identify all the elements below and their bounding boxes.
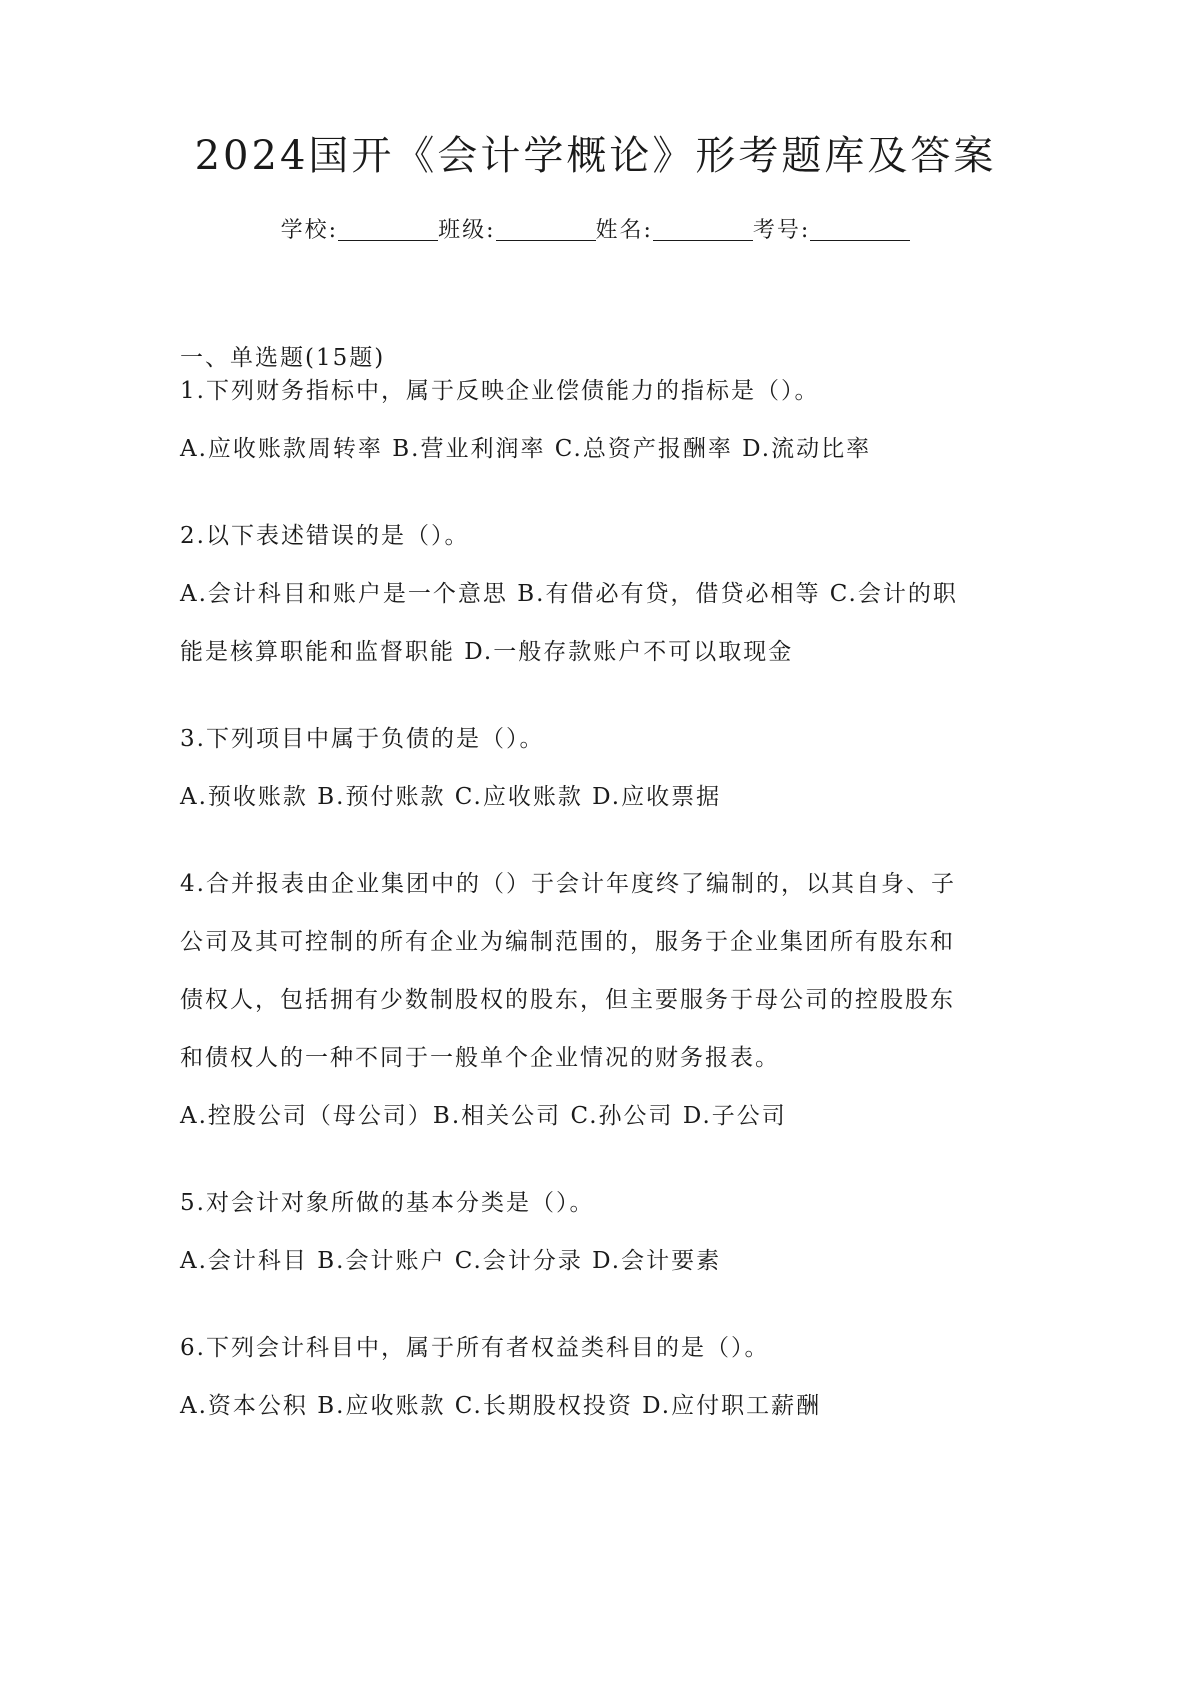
question-2-stem: 2.以下表述错误的是（）。 [180,523,470,549]
question-5-options: A.会计科目 B.会计账户 C.会计分录 D.会计要素 [180,1248,722,1274]
school-blank[interactable] [338,218,438,241]
name-blank[interactable] [653,218,753,241]
question-6-stem: 6.下列会计科目中，属于所有者权益类科目的是（）。 [180,1335,770,1361]
question-2-options-line-2: 能是核算职能和监督职能 D.一般存款账户不可以取现金 [180,639,794,665]
question-4-stem-line-3: 债权人，包括拥有少数制股权的股东，但主要服务于母公司的控股股东 [180,987,955,1013]
student-info-line [0,214,1191,248]
question-2-options-line-1: A.会计科目和账户是一个意思 B.有借必有贷，借贷必相等 C.会计的职 [180,581,958,607]
question-1-options: A.应收账款周转率 B.营业利润率 C.总资产报酬率 D.流动比率 [180,436,872,462]
question-3-options: A.预收账款 B.预付账款 C.应收账款 D.应收票据 [180,784,722,810]
question-5-stem: 5.对会计对象所做的基本分类是（）。 [180,1190,595,1216]
document-title: 2024国开《会计学概论》形考题库及答案 [194,133,997,179]
class-blank[interactable] [496,218,596,241]
question-4-stem-line-4: 和债权人的一种不同于一般单个企业情况的财务报表。 [180,1045,780,1071]
school-label: 学校: [280,218,339,243]
question-1-stem: 1.下列财务指标中，属于反映企业偿债能力的指标是（）。 [180,378,820,404]
name-label: 姓名: [595,218,653,243]
exam-no-label: 考号: [752,218,811,243]
exam-no-blank[interactable] [810,218,910,241]
question-4-stem-line-1: 4.合并报表由企业集团中的（）于会计年度终了编制的，以其自身、子 [180,871,956,897]
question-4-options: A.控股公司（母公司）B.相关公司 C.孙公司 D.子公司 [180,1103,787,1129]
question-6-options: A.资本公积 B.应收账款 C.长期股权投资 D.应付职工薪酬 [180,1393,822,1419]
question-4-stem-line-2: 公司及其可控制的所有企业为编制范围的，服务于企业集团所有股东和 [180,929,955,955]
section-heading: 一、单选题(15题) [180,345,386,371]
class-label: 班级: [438,218,496,243]
question-3-stem: 3.下列项目中属于负债的是（）。 [180,726,545,752]
